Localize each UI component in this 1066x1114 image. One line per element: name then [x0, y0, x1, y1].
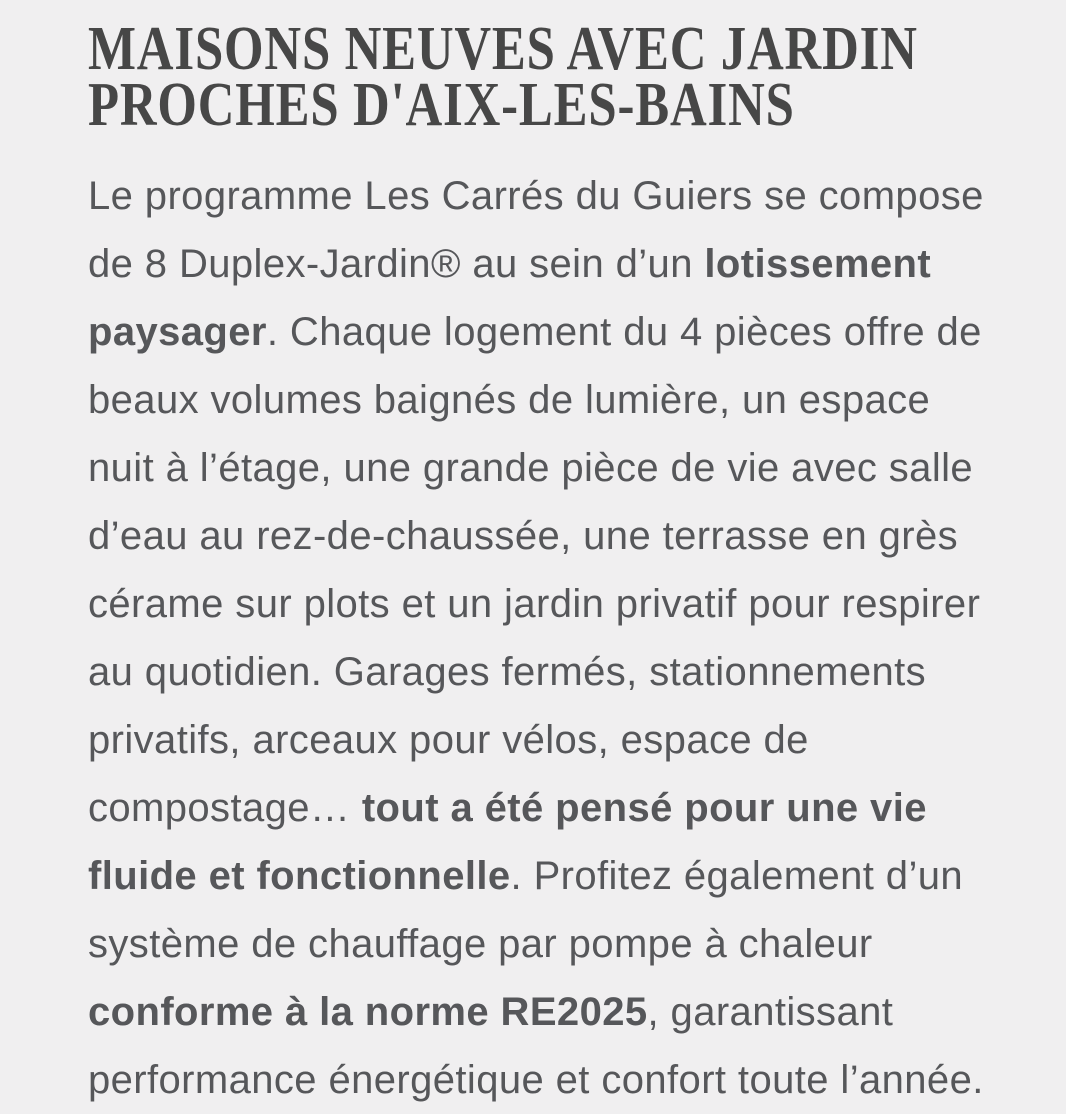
text-segment: Le programme Les Carrés du Guiers se compose de 8 Duplex-Jardin® au sein d’un [88, 173, 984, 286]
text-segment: . Profitez également d’un système de chauffage par pompe à chaleur [88, 853, 964, 966]
text-segment-bold: lotissement paysager [88, 241, 932, 354]
text-segment-bold: tout a été pensé pour une vie fluide et fonctionnelle [88, 785, 927, 898]
page-title-line-1: MAISONS NEUVES AVEC JARDIN [88, 15, 918, 83]
page-title-line-2: PROCHES D'AIX-LES-BAINS [88, 70, 795, 139]
description-paragraph [88, 162, 992, 1114]
text-segment-bold: conforme à la norme RE2025 [88, 989, 648, 1034]
page-title [88, 15, 918, 139]
text-segment: , garantissant performance énergétique et confort toute l’année. [88, 989, 984, 1102]
text-segment: . Chaque logement du 4 pièces offre de beaux volumes baignés de lumière, un espace nuit à l’étage, une grande pièce de vie avec salle d’eau au rez-de-chaussée, une terrasse en grès cérame sur plots et un jardin privatif pour respirer au quotidien. Garages fermés, stationnements privatifs, arceaux pour vélos, espace de compostage… [88, 309, 982, 830]
